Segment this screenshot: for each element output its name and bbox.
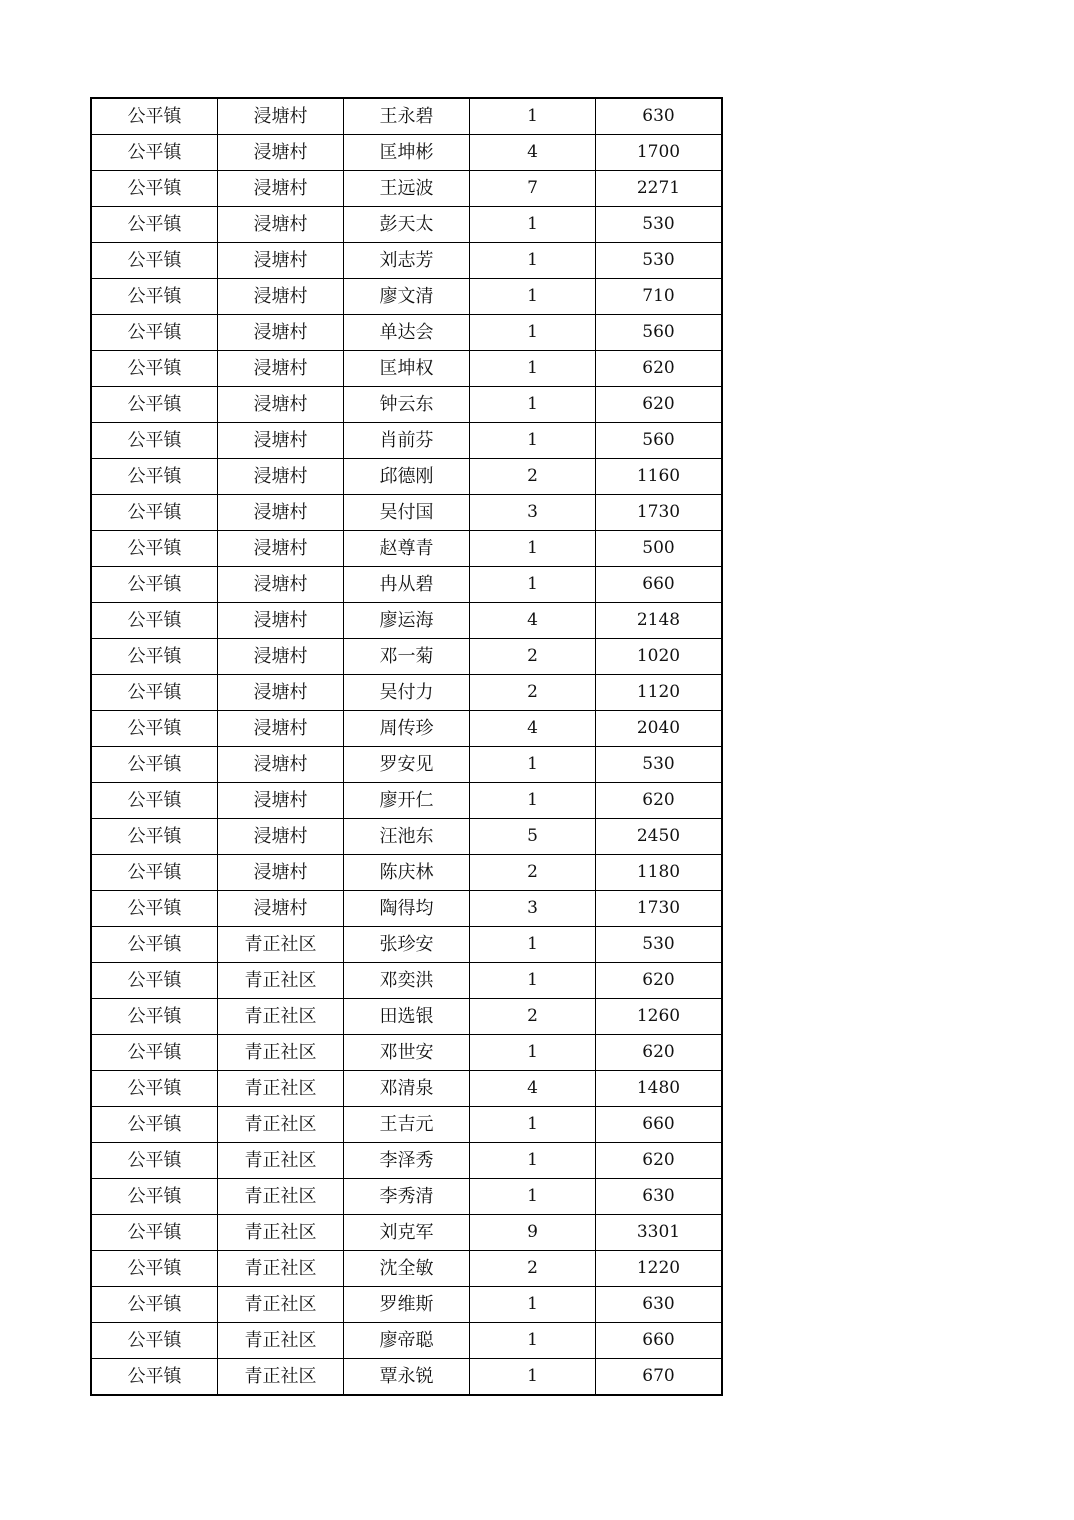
data-table — [90, 97, 723, 1396]
amount-cell: 560 — [596, 423, 723, 459]
table-row — [91, 135, 722, 171]
village-cell: 浸塘村 — [218, 171, 344, 207]
village-cell: 青正社区 — [218, 963, 344, 999]
table-row — [91, 423, 722, 459]
town-cell: 公平镇 — [91, 855, 218, 891]
count-cell: 1 — [470, 387, 596, 423]
town-cell: 公平镇 — [91, 603, 218, 639]
name-cell: 李秀清 — [344, 1179, 470, 1215]
village-cell: 浸塘村 — [218, 495, 344, 531]
town-cell: 公平镇 — [91, 423, 218, 459]
table-row — [91, 747, 722, 783]
name-cell: 罗维斯 — [344, 1287, 470, 1323]
village-cell: 浸塘村 — [218, 891, 344, 927]
village-cell: 浸塘村 — [218, 603, 344, 639]
table-row — [91, 711, 722, 747]
town-cell: 公平镇 — [91, 1107, 218, 1143]
village-cell: 浸塘村 — [218, 98, 344, 135]
village-cell: 浸塘村 — [218, 531, 344, 567]
count-cell: 1 — [470, 1323, 596, 1359]
count-cell: 4 — [470, 711, 596, 747]
amount-cell: 1220 — [596, 1251, 723, 1287]
town-cell: 公平镇 — [91, 387, 218, 423]
amount-cell: 620 — [596, 351, 723, 387]
name-cell: 吴付力 — [344, 675, 470, 711]
amount-cell: 1480 — [596, 1071, 723, 1107]
village-cell: 青正社区 — [218, 1035, 344, 1071]
table-row — [91, 98, 722, 135]
count-cell: 1 — [470, 351, 596, 387]
village-cell: 浸塘村 — [218, 819, 344, 855]
table-row — [91, 1035, 722, 1071]
table-row — [91, 171, 722, 207]
town-cell: 公平镇 — [91, 747, 218, 783]
village-cell: 青正社区 — [218, 1215, 344, 1251]
name-cell: 邓一菊 — [344, 639, 470, 675]
amount-cell: 710 — [596, 279, 723, 315]
name-cell: 张珍安 — [344, 927, 470, 963]
name-cell: 邓世安 — [344, 1035, 470, 1071]
village-cell: 浸塘村 — [218, 423, 344, 459]
village-cell: 青正社区 — [218, 1359, 344, 1396]
town-cell: 公平镇 — [91, 495, 218, 531]
name-cell: 陶得均 — [344, 891, 470, 927]
table-row — [91, 855, 722, 891]
village-cell: 浸塘村 — [218, 351, 344, 387]
village-cell: 浸塘村 — [218, 567, 344, 603]
name-cell: 廖运海 — [344, 603, 470, 639]
name-cell: 吴付国 — [344, 495, 470, 531]
count-cell: 1 — [470, 1179, 596, 1215]
count-cell: 2 — [470, 855, 596, 891]
town-cell: 公平镇 — [91, 639, 218, 675]
amount-cell: 620 — [596, 387, 723, 423]
amount-cell: 560 — [596, 315, 723, 351]
town-cell: 公平镇 — [91, 1287, 218, 1323]
village-cell: 青正社区 — [218, 1071, 344, 1107]
amount-cell: 1020 — [596, 639, 723, 675]
town-cell: 公平镇 — [91, 675, 218, 711]
name-cell: 沈全敏 — [344, 1251, 470, 1287]
town-cell: 公平镇 — [91, 927, 218, 963]
table-row — [91, 1071, 722, 1107]
amount-cell: 1160 — [596, 459, 723, 495]
name-cell: 钟云东 — [344, 387, 470, 423]
amount-cell: 630 — [596, 98, 723, 135]
count-cell: 2 — [470, 1251, 596, 1287]
count-cell: 1 — [470, 1035, 596, 1071]
town-cell: 公平镇 — [91, 963, 218, 999]
count-cell: 1 — [470, 207, 596, 243]
village-cell: 浸塘村 — [218, 783, 344, 819]
count-cell: 4 — [470, 603, 596, 639]
town-cell: 公平镇 — [91, 1359, 218, 1396]
name-cell: 廖文清 — [344, 279, 470, 315]
village-cell: 浸塘村 — [218, 855, 344, 891]
name-cell: 肖前芬 — [344, 423, 470, 459]
town-cell: 公平镇 — [91, 171, 218, 207]
count-cell: 3 — [470, 891, 596, 927]
count-cell: 7 — [470, 171, 596, 207]
count-cell: 1 — [470, 1107, 596, 1143]
amount-cell: 1730 — [596, 495, 723, 531]
table-row — [91, 1107, 722, 1143]
amount-cell: 500 — [596, 531, 723, 567]
town-cell: 公平镇 — [91, 531, 218, 567]
amount-cell: 2148 — [596, 603, 723, 639]
name-cell: 田选银 — [344, 999, 470, 1035]
table-row — [91, 1323, 722, 1359]
town-cell: 公平镇 — [91, 1035, 218, 1071]
town-cell: 公平镇 — [91, 1215, 218, 1251]
count-cell: 4 — [470, 135, 596, 171]
name-cell: 廖开仁 — [344, 783, 470, 819]
village-cell: 浸塘村 — [218, 243, 344, 279]
amount-cell: 2040 — [596, 711, 723, 747]
town-cell: 公平镇 — [91, 1071, 218, 1107]
town-cell: 公平镇 — [91, 351, 218, 387]
amount-cell: 530 — [596, 243, 723, 279]
town-cell: 公平镇 — [91, 711, 218, 747]
amount-cell: 670 — [596, 1359, 723, 1396]
amount-cell: 620 — [596, 1143, 723, 1179]
village-cell: 青正社区 — [218, 1143, 344, 1179]
amount-cell: 630 — [596, 1287, 723, 1323]
town-cell: 公平镇 — [91, 891, 218, 927]
town-cell: 公平镇 — [91, 459, 218, 495]
village-cell: 青正社区 — [218, 1323, 344, 1359]
table-row — [91, 1215, 722, 1251]
table-row — [91, 819, 722, 855]
village-cell: 浸塘村 — [218, 315, 344, 351]
amount-cell: 620 — [596, 1035, 723, 1071]
name-cell: 赵尊青 — [344, 531, 470, 567]
name-cell: 罗安见 — [344, 747, 470, 783]
town-cell: 公平镇 — [91, 315, 218, 351]
village-cell: 青正社区 — [218, 1251, 344, 1287]
count-cell: 2 — [470, 459, 596, 495]
count-cell: 1 — [470, 567, 596, 603]
amount-cell: 530 — [596, 747, 723, 783]
amount-cell: 1180 — [596, 855, 723, 891]
table-row — [91, 531, 722, 567]
table-row — [91, 603, 722, 639]
amount-cell: 1260 — [596, 999, 723, 1035]
count-cell: 1 — [470, 1143, 596, 1179]
count-cell: 1 — [470, 747, 596, 783]
village-cell: 青正社区 — [218, 1287, 344, 1323]
amount-cell: 660 — [596, 1323, 723, 1359]
count-cell: 4 — [470, 1071, 596, 1107]
name-cell: 王永碧 — [344, 98, 470, 135]
name-cell: 廖帝聪 — [344, 1323, 470, 1359]
town-cell: 公平镇 — [91, 279, 218, 315]
count-cell: 2 — [470, 639, 596, 675]
count-cell: 1 — [470, 927, 596, 963]
name-cell: 陈庆林 — [344, 855, 470, 891]
count-cell: 2 — [470, 999, 596, 1035]
name-cell: 邓清泉 — [344, 1071, 470, 1107]
village-cell: 浸塘村 — [218, 675, 344, 711]
village-cell: 青正社区 — [218, 927, 344, 963]
name-cell: 彭天太 — [344, 207, 470, 243]
count-cell: 1 — [470, 98, 596, 135]
count-cell: 5 — [470, 819, 596, 855]
amount-cell: 530 — [596, 927, 723, 963]
count-cell: 2 — [470, 675, 596, 711]
town-cell: 公平镇 — [91, 243, 218, 279]
count-cell: 1 — [470, 315, 596, 351]
town-cell: 公平镇 — [91, 567, 218, 603]
amount-cell: 630 — [596, 1179, 723, 1215]
village-cell: 浸塘村 — [218, 135, 344, 171]
name-cell: 王吉元 — [344, 1107, 470, 1143]
amount-cell: 2450 — [596, 819, 723, 855]
name-cell: 王远波 — [344, 171, 470, 207]
amount-cell: 2271 — [596, 171, 723, 207]
table-row — [91, 243, 722, 279]
table-row — [91, 315, 722, 351]
table-row — [91, 999, 722, 1035]
town-cell: 公平镇 — [91, 135, 218, 171]
amount-cell: 3301 — [596, 1215, 723, 1251]
name-cell: 汪池东 — [344, 819, 470, 855]
name-cell: 覃永锐 — [344, 1359, 470, 1396]
count-cell: 1 — [470, 963, 596, 999]
village-cell: 浸塘村 — [218, 747, 344, 783]
amount-cell: 530 — [596, 207, 723, 243]
amount-cell: 1120 — [596, 675, 723, 711]
village-cell: 浸塘村 — [218, 459, 344, 495]
table-row — [91, 387, 722, 423]
count-cell: 3 — [470, 495, 596, 531]
town-cell: 公平镇 — [91, 1323, 218, 1359]
name-cell: 冉从碧 — [344, 567, 470, 603]
table-row — [91, 1251, 722, 1287]
town-cell: 公平镇 — [91, 1251, 218, 1287]
table-row — [91, 351, 722, 387]
count-cell: 1 — [470, 279, 596, 315]
table-row — [91, 1287, 722, 1323]
name-cell: 单达会 — [344, 315, 470, 351]
town-cell: 公平镇 — [91, 207, 218, 243]
town-cell: 公平镇 — [91, 98, 218, 135]
amount-cell: 1700 — [596, 135, 723, 171]
table-row — [91, 1143, 722, 1179]
amount-cell: 1730 — [596, 891, 723, 927]
table-row — [91, 279, 722, 315]
table-row — [91, 963, 722, 999]
count-cell: 1 — [470, 1359, 596, 1396]
name-cell: 匡坤彬 — [344, 135, 470, 171]
name-cell: 刘克军 — [344, 1215, 470, 1251]
table-row — [91, 783, 722, 819]
table-body — [91, 98, 722, 1395]
name-cell: 邓奕洪 — [344, 963, 470, 999]
village-cell: 浸塘村 — [218, 207, 344, 243]
village-cell: 青正社区 — [218, 999, 344, 1035]
amount-cell: 620 — [596, 963, 723, 999]
table-row — [91, 927, 722, 963]
table-row — [91, 675, 722, 711]
amount-cell: 660 — [596, 567, 723, 603]
table-row — [91, 639, 722, 675]
table-row — [91, 459, 722, 495]
village-cell: 青正社区 — [218, 1179, 344, 1215]
count-cell: 1 — [470, 423, 596, 459]
count-cell: 1 — [470, 1287, 596, 1323]
count-cell: 1 — [470, 243, 596, 279]
name-cell: 李泽秀 — [344, 1143, 470, 1179]
table-row — [91, 1359, 722, 1396]
town-cell: 公平镇 — [91, 999, 218, 1035]
count-cell: 9 — [470, 1215, 596, 1251]
count-cell: 1 — [470, 783, 596, 819]
table-row — [91, 207, 722, 243]
town-cell: 公平镇 — [91, 1143, 218, 1179]
village-cell: 青正社区 — [218, 1107, 344, 1143]
table-row — [91, 495, 722, 531]
name-cell: 刘志芳 — [344, 243, 470, 279]
name-cell: 周传珍 — [344, 711, 470, 747]
table-row — [91, 1179, 722, 1215]
town-cell: 公平镇 — [91, 1179, 218, 1215]
village-cell: 浸塘村 — [218, 387, 344, 423]
village-cell: 浸塘村 — [218, 639, 344, 675]
village-cell: 浸塘村 — [218, 711, 344, 747]
count-cell: 1 — [470, 531, 596, 567]
village-cell: 浸塘村 — [218, 279, 344, 315]
amount-cell: 620 — [596, 783, 723, 819]
town-cell: 公平镇 — [91, 819, 218, 855]
town-cell: 公平镇 — [91, 783, 218, 819]
name-cell: 邱德刚 — [344, 459, 470, 495]
name-cell: 匡坤权 — [344, 351, 470, 387]
table-row — [91, 891, 722, 927]
table-row — [91, 567, 722, 603]
amount-cell: 660 — [596, 1107, 723, 1143]
